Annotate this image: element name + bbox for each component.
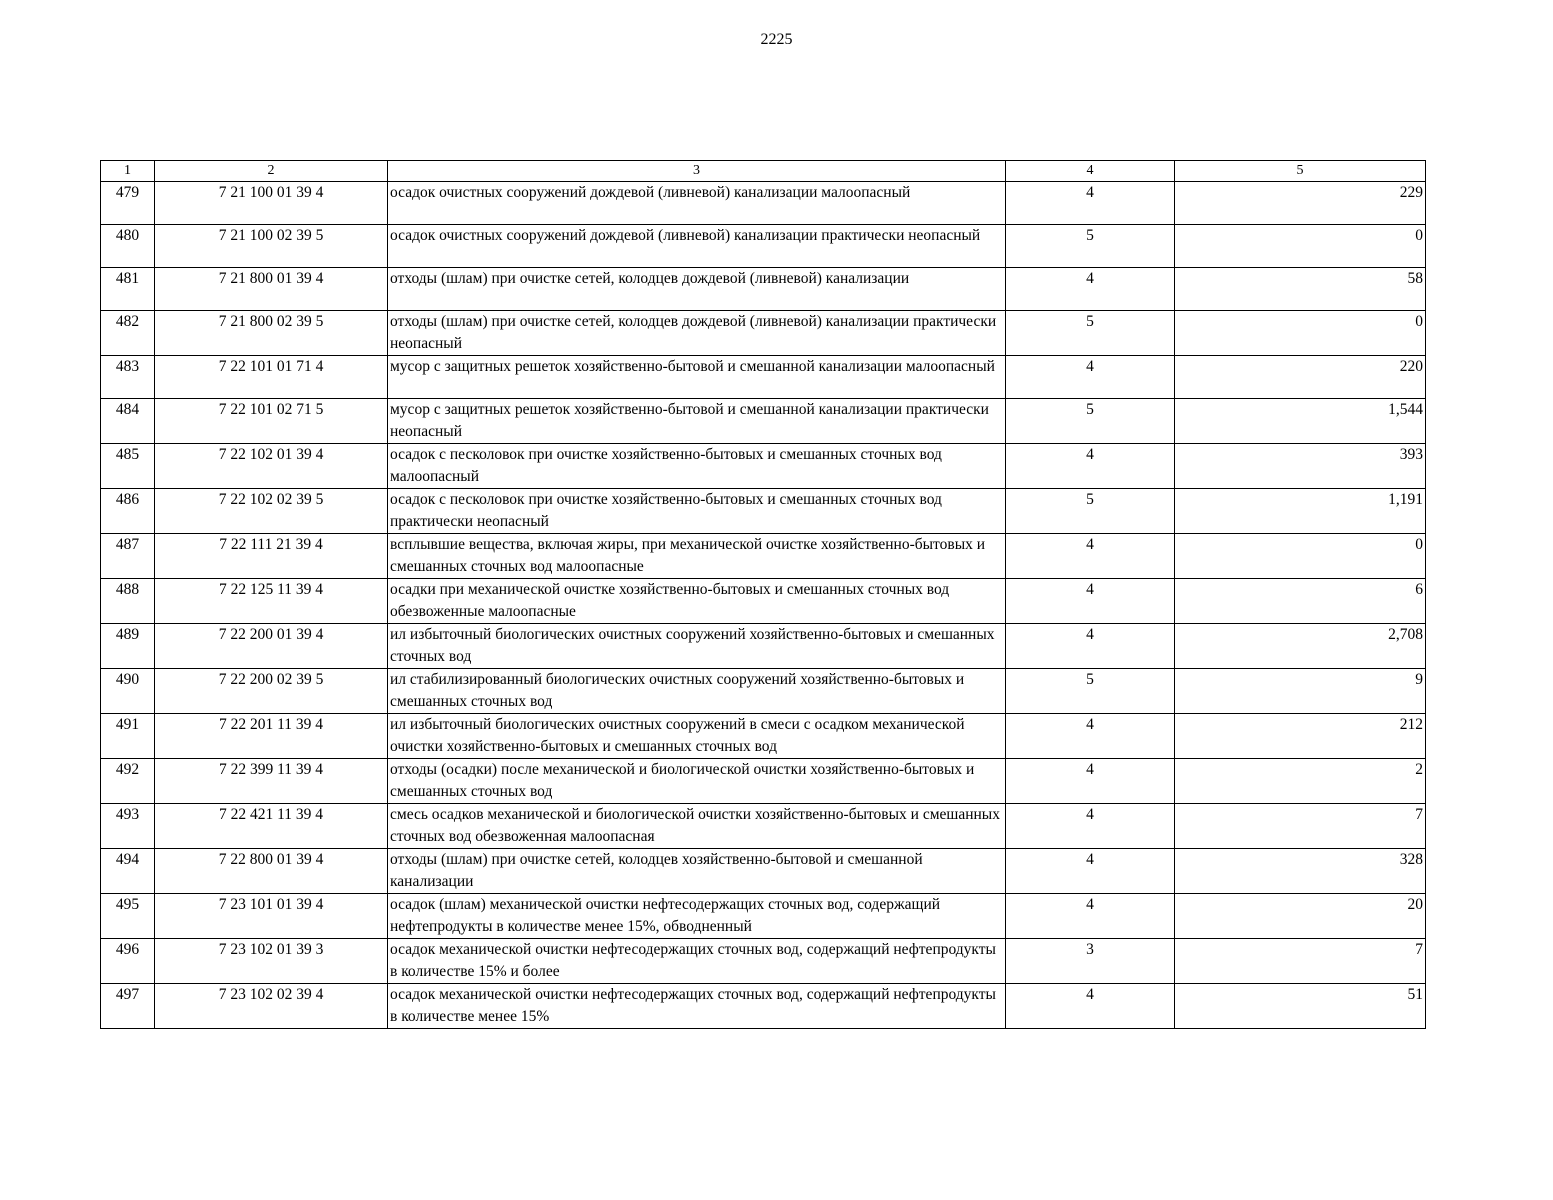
row-number-cell: 492 — [101, 759, 155, 804]
row-number-cell: 484 — [101, 399, 155, 444]
waste-name-cell: отходы (шлам) при очистке сетей, колодцев дождевой (ливневой) канализации — [388, 268, 1006, 311]
hazard-class-cell: 3 — [1006, 939, 1175, 984]
quantity-cell: 229 — [1175, 182, 1426, 225]
waste-code-cell: 7 21 100 02 39 5 — [155, 225, 388, 268]
quantity-cell: 51 — [1175, 984, 1426, 1029]
waste-code-cell: 7 21 800 01 39 4 — [155, 268, 388, 311]
waste-name-cell: осадок очистных сооружений дождевой (ливневой) канализации малоопасный — [388, 182, 1006, 225]
table-row — [101, 444, 1426, 489]
quantity-cell: 2 — [1175, 759, 1426, 804]
row-number-cell: 481 — [101, 268, 155, 311]
waste-name-cell: мусор с защитных решеток хозяйственно-бытовой и смешанной канализации практически неопасный — [388, 399, 1006, 444]
table-row — [101, 759, 1426, 804]
row-number-cell: 494 — [101, 849, 155, 894]
quantity-cell: 0 — [1175, 225, 1426, 268]
waste-code-cell: 7 22 200 02 39 5 — [155, 669, 388, 714]
hazard-class-cell: 4 — [1006, 182, 1175, 225]
table-row — [101, 849, 1426, 894]
quantity-cell: 212 — [1175, 714, 1426, 759]
hazard-class-cell: 5 — [1006, 311, 1175, 356]
row-number-cell: 487 — [101, 534, 155, 579]
quantity-cell: 328 — [1175, 849, 1426, 894]
table-row — [101, 534, 1426, 579]
row-number-cell: 479 — [101, 182, 155, 225]
row-number-cell: 480 — [101, 225, 155, 268]
row-number-cell: 485 — [101, 444, 155, 489]
table-row — [101, 182, 1426, 225]
hazard-class-cell: 4 — [1006, 356, 1175, 399]
table-row — [101, 804, 1426, 849]
waste-code-cell: 7 22 101 02 71 5 — [155, 399, 388, 444]
waste-code-cell: 7 21 100 01 39 4 — [155, 182, 388, 225]
hazard-class-cell: 5 — [1006, 399, 1175, 444]
row-number-cell: 497 — [101, 984, 155, 1029]
quantity-cell: 220 — [1175, 356, 1426, 399]
quantity-cell: 1,191 — [1175, 489, 1426, 534]
quantity-cell: 7 — [1175, 804, 1426, 849]
table-row — [101, 399, 1426, 444]
row-number-cell: 491 — [101, 714, 155, 759]
waste-name-cell: осадок механической очистки нефтесодержащих сточных вод, содержащий нефтепродукты в количестве менее 15% — [388, 984, 1006, 1029]
waste-code-cell: 7 22 201 11 39 4 — [155, 714, 388, 759]
quantity-cell: 7 — [1175, 939, 1426, 984]
waste-code-cell: 7 23 101 01 39 4 — [155, 894, 388, 939]
column-header-2: 2 — [155, 161, 388, 182]
table-row — [101, 579, 1426, 624]
waste-code-cell: 7 22 111 21 39 4 — [155, 534, 388, 579]
waste-code-cell: 7 22 421 11 39 4 — [155, 804, 388, 849]
table-row — [101, 489, 1426, 534]
table-row — [101, 268, 1426, 311]
column-header-1: 1 — [101, 161, 155, 182]
quantity-cell: 9 — [1175, 669, 1426, 714]
quantity-cell: 0 — [1175, 534, 1426, 579]
waste-name-cell: ил стабилизированный биологических очистных сооружений хозяйственно-бытовых и смешанных сточных вод — [388, 669, 1006, 714]
waste-code-cell: 7 22 800 01 39 4 — [155, 849, 388, 894]
waste-name-cell: отходы (шлам) при очистке сетей, колодцев хозяйственно-бытовой и смешанной канализации — [388, 849, 1006, 894]
waste-table — [100, 160, 1426, 1029]
waste-code-cell: 7 21 800 02 39 5 — [155, 311, 388, 356]
waste-code-cell: 7 22 102 02 39 5 — [155, 489, 388, 534]
table-row — [101, 714, 1426, 759]
waste-code-cell: 7 22 125 11 39 4 — [155, 579, 388, 624]
column-header-5: 5 — [1175, 161, 1426, 182]
quantity-cell: 58 — [1175, 268, 1426, 311]
waste-code-cell: 7 22 101 01 71 4 — [155, 356, 388, 399]
row-number-cell: 488 — [101, 579, 155, 624]
quantity-cell: 20 — [1175, 894, 1426, 939]
hazard-class-cell: 4 — [1006, 579, 1175, 624]
hazard-class-cell: 4 — [1006, 759, 1175, 804]
hazard-class-cell: 4 — [1006, 444, 1175, 489]
waste-name-cell: отходы (шлам) при очистке сетей, колодцев дождевой (ливневой) канализации практически неопасный — [388, 311, 1006, 356]
quantity-cell: 1,544 — [1175, 399, 1426, 444]
waste-name-cell: мусор с защитных решеток хозяйственно-бытовой и смешанной канализации малоопасный — [388, 356, 1006, 399]
hazard-class-cell: 5 — [1006, 225, 1175, 268]
hazard-class-cell: 4 — [1006, 714, 1175, 759]
row-number-cell: 483 — [101, 356, 155, 399]
table-body — [101, 182, 1426, 1029]
quantity-cell: 6 — [1175, 579, 1426, 624]
waste-name-cell: осадок с песколовок при очистке хозяйственно-бытовых и смешанных сточных вод малоопасный — [388, 444, 1006, 489]
table-header-row — [101, 161, 1426, 182]
page-number: 2225 — [760, 31, 793, 48]
table-row — [101, 669, 1426, 714]
row-number-cell: 495 — [101, 894, 155, 939]
hazard-class-cell: 4 — [1006, 534, 1175, 579]
hazard-class-cell: 4 — [1006, 624, 1175, 669]
row-number-cell: 493 — [101, 804, 155, 849]
quantity-cell: 393 — [1175, 444, 1426, 489]
table-row — [101, 624, 1426, 669]
waste-name-cell: осадок очистных сооружений дождевой (ливневой) канализации практически неопасный — [388, 225, 1006, 268]
waste-code-cell: 7 23 102 02 39 4 — [155, 984, 388, 1029]
waste-name-cell: ил избыточный биологических очистных сооружений в смеси с осадком механической очистки хозяйственно-бытовых и смешанных сточных вод — [388, 714, 1006, 759]
waste-name-cell: осадок с песколовок при очистке хозяйственно-бытовых и смешанных сточных вод практически неопасный — [388, 489, 1006, 534]
table-row — [101, 984, 1426, 1029]
row-number-cell: 486 — [101, 489, 155, 534]
waste-name-cell: всплывшие вещества, включая жиры, при механической очистке хозяйственно-бытовых и смешанных сточных вод малоопасные — [388, 534, 1006, 579]
row-number-cell: 496 — [101, 939, 155, 984]
row-number-cell: 489 — [101, 624, 155, 669]
waste-code-cell: 7 22 399 11 39 4 — [155, 759, 388, 804]
hazard-class-cell: 4 — [1006, 804, 1175, 849]
waste-name-cell: отходы (осадки) после механической и биологической очистки хозяйственно-бытовых и смешанных сточных вод — [388, 759, 1006, 804]
column-header-3: 3 — [388, 161, 1006, 182]
hazard-class-cell: 5 — [1006, 669, 1175, 714]
waste-name-cell: смесь осадков механической и биологической очистки хозяйственно-бытовых и смешанных сточных вод обезвоженная малоопасная — [388, 804, 1006, 849]
row-number-cell: 490 — [101, 669, 155, 714]
waste-name-cell: осадки при механической очистке хозяйственно-бытовых и смешанных сточных вод обезвоженные малоопасные — [388, 579, 1006, 624]
hazard-class-cell: 4 — [1006, 984, 1175, 1029]
waste-code-cell: 7 22 200 01 39 4 — [155, 624, 388, 669]
table-row — [101, 939, 1426, 984]
waste-name-cell: осадок (шлам) механической очистки нефтесодержащих сточных вод, содержащий нефтепродукты в количестве менее 15%, обводненный — [388, 894, 1006, 939]
hazard-class-cell: 4 — [1006, 849, 1175, 894]
column-header-4: 4 — [1006, 161, 1175, 182]
hazard-class-cell: 5 — [1006, 489, 1175, 534]
quantity-cell: 0 — [1175, 311, 1426, 356]
table-row — [101, 894, 1426, 939]
row-number-cell: 482 — [101, 311, 155, 356]
quantity-cell: 2,708 — [1175, 624, 1426, 669]
waste-name-cell: осадок механической очистки нефтесодержащих сточных вод, содержащий нефтепродукты в количестве 15% и более — [388, 939, 1006, 984]
table-row — [101, 311, 1426, 356]
table-row — [101, 356, 1426, 399]
hazard-class-cell: 4 — [1006, 268, 1175, 311]
hazard-class-cell: 4 — [1006, 894, 1175, 939]
waste-code-cell: 7 23 102 01 39 3 — [155, 939, 388, 984]
waste-code-cell: 7 22 102 01 39 4 — [155, 444, 388, 489]
waste-name-cell: ил избыточный биологических очистных сооружений хозяйственно-бытовых и смешанных сточных вод — [388, 624, 1006, 669]
table-row — [101, 225, 1426, 268]
